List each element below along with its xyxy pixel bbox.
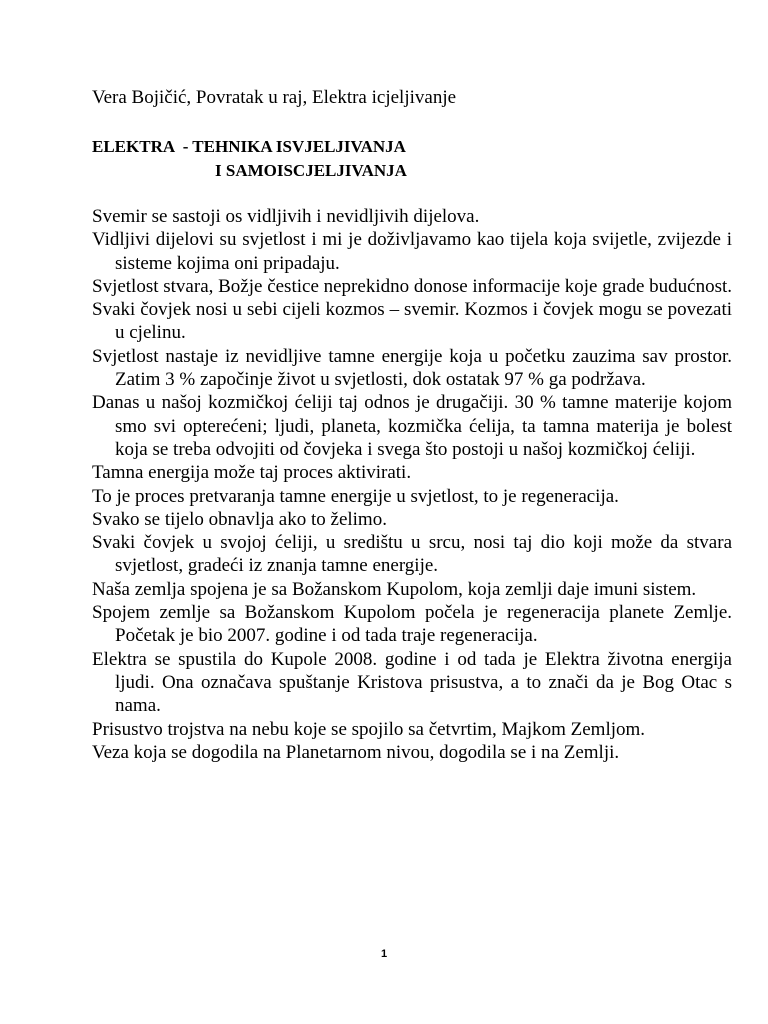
paragraph: Danas u našoj kozmičkoj ćeliji taj odnos je drugačiji. 30 % tamne materije kojom smo svi opterećeni; ljudi, planeta, kozmička ćelija, ta tamna materija je bolest koja se treba odvojiti od čovjeka i svega što postoji u našoj kozmičkoj ćeliji. (92, 392, 732, 460)
paragraph: Naša zemlja spojena je sa Božanskom Kupolom, koja zemlji daje imuni sistem. (92, 578, 697, 600)
document-header: Vera Bojičić, Povratak u raj, Elektra icjeljivanje (92, 87, 457, 108)
paragraph: Vidljivi dijelovi su svjetlost i mi je doživljavamo kao tijela koja svijetle, zvijezde i sisteme kojima oni pripadaju. (92, 229, 732, 274)
paragraph: Svako se tijelo obnavlja ako to želimo. (92, 508, 387, 530)
document-body (92, 205, 732, 764)
paragraph: To je proces pretvaranja tamne energije u svjetlost, to je regeneracija. (92, 485, 619, 507)
paragraph: Svaki čovjek nosi u sebi cijeli kozmos – svemir. Kozmos i čovjek mogu se povezati u cjelinu. (92, 299, 732, 344)
paragraph: Svjetlost stvara, Božje čestice neprekidno donose informacije koje grade budućnost. (92, 275, 733, 297)
paragraph: Svemir se sastoji os vidljivih i nevidljivih dijelova. (92, 206, 480, 227)
document-title-line-1: ELEKTRA - TEHNIKA ISVJELJIVANJA (92, 137, 406, 156)
paragraph: Spojem zemlje sa Božanskom Kupolom počela je regeneracija planete Zemlje. Početak je bio 2007. godine i od tada traje regeneracija. (92, 602, 732, 647)
document-title-line-2: I SAMOISCJELJIVANJA (215, 161, 407, 180)
paragraph: Veza koja se dogodila na Planetarnom nivou, dogodila se i na Zemlji. (92, 741, 620, 763)
paragraph: Svaki čovjek u svojoj ćeliji, u središtu u srcu, nosi taj dio koji može da stvara svjetlost, gradeći iz znanja tamne energije. (92, 532, 732, 577)
page-number: 1 (380, 948, 388, 960)
paragraph: Tamna energija može taj proces aktivirati. (92, 462, 412, 484)
paragraph: Prisustvo trojstva na nebu koje se spojilo sa četvrtim, Majkom Zemljom. (92, 718, 646, 740)
paragraph: Elektra se spustila do Kupole 2008. godine i od tada je Elektra životna energija ljudi. Ona označava spuštanje Kristova prisustva, a to znači da je Bog Otac s nama. (92, 648, 732, 717)
paragraph: Svjetlost nastaje iz nevidljive tamne energije koja u početku zauzima sav prostor. Zatim 3 % započinje život u svjetlosti, dok ostatak 97 % ga podržava. (92, 345, 732, 391)
